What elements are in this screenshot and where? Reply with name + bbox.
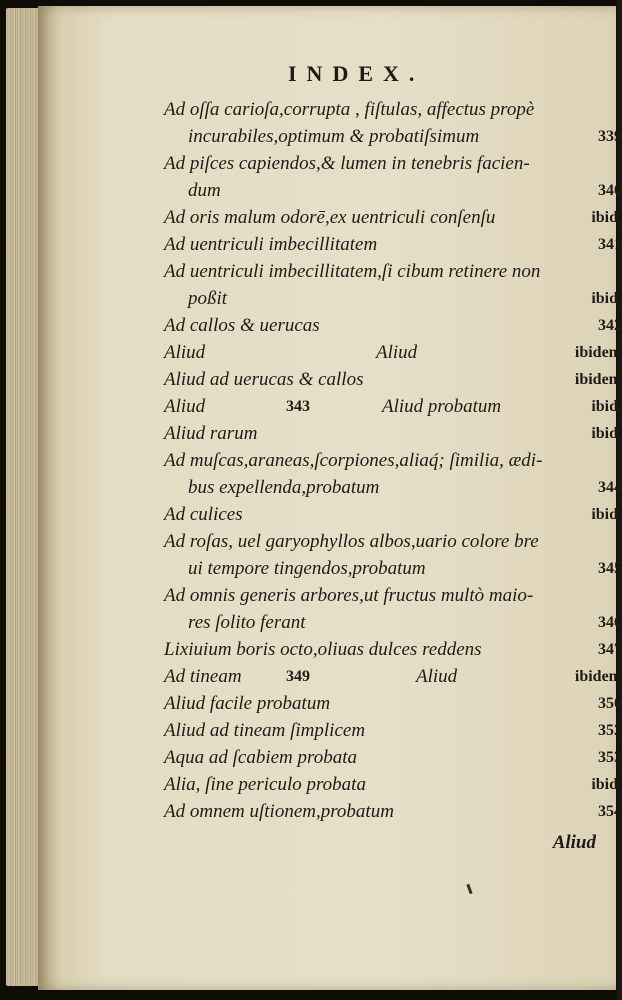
- index-entry: [164, 744, 622, 771]
- entry-text: Ad uentriculi imbecillitatem,ſi cibum retinere non: [164, 261, 541, 282]
- entry-text: dum: [188, 180, 221, 201]
- index-entry: [164, 663, 622, 690]
- entry-page-number: 346: [598, 614, 622, 631]
- entry-text: Ad oris malum odorē,ex uentriculi conſenſu: [164, 207, 496, 228]
- entry-text: Aliud ad tineam ſimplicem: [164, 720, 366, 741]
- entry-text: bus expellenda,probatum: [188, 477, 380, 498]
- entry-page-number: 354: [598, 803, 622, 820]
- entry-text: Ad uentriculi imbecillitatem: [164, 234, 378, 255]
- entry-page-number: 340: [598, 182, 622, 199]
- entry-page-number: 342: [598, 317, 622, 334]
- entry-page-number: 350: [598, 695, 622, 712]
- index-entry: [164, 798, 622, 825]
- index-entry: [164, 501, 622, 528]
- entry-inline-second: Aliud probatum: [382, 396, 502, 417]
- page-header: INDEX.: [288, 61, 425, 86]
- entry-page-number: 352: [598, 722, 622, 739]
- entry-text: Aliud: [164, 396, 206, 417]
- entry-text: Ad muſcas,araneas,ſcorpiones,aliaq́; ſimilia, ædi-: [164, 450, 543, 471]
- index-entry: [164, 771, 622, 798]
- index-entry: [164, 474, 622, 501]
- index-entry: [164, 555, 622, 582]
- entry-text: res ſolito ferant: [188, 612, 306, 633]
- entry-page-number: 339: [598, 128, 622, 145]
- entry-page-number: ibidem: [574, 668, 622, 685]
- entry-text: Ad omnem uſtionem,probatum: [164, 801, 394, 822]
- entry-text: Ad oſſa carioſa,corrupta , fiſtulas, affectus propè: [164, 99, 535, 120]
- entry-text: Ad callos & uerucas: [164, 315, 320, 336]
- entry-text: Aliud ad uerucas & callos: [164, 369, 364, 390]
- entry-page-number: ibid.: [591, 290, 622, 307]
- index-entry: [164, 420, 622, 447]
- index-entry: [164, 447, 622, 474]
- entry-text: Ad culices: [164, 504, 243, 525]
- index-entry: [164, 312, 622, 339]
- index-entry: [164, 96, 622, 123]
- entry-text: poßit: [188, 288, 228, 309]
- entry-inline: Aliud: [376, 342, 418, 363]
- entry-inline: 343: [286, 398, 310, 415]
- index-entry: [164, 123, 622, 150]
- index-entry: [164, 690, 622, 717]
- entry-page-number: ibid.: [591, 209, 622, 226]
- entry-page-number: 347: [598, 641, 622, 658]
- index-entry: [164, 636, 622, 663]
- entry-text: Ad roſas, uel garyophyllos albos,uario colore bre: [164, 531, 539, 552]
- index-entry: [164, 528, 622, 555]
- entry-text: Ad tineam: [164, 666, 242, 687]
- entry-page-number: ibid.: [591, 398, 622, 415]
- entry-inline: 349: [286, 668, 310, 685]
- index-entry: [164, 366, 622, 393]
- entry-page-number: ibid.: [591, 425, 622, 442]
- catchword: Aliud: [552, 832, 596, 853]
- entry-text: Aqua ad ſcabiem probata: [164, 747, 357, 768]
- index-entry: [164, 258, 622, 285]
- entry-page-number: ibid.: [591, 506, 622, 523]
- entry-text: ui tempore tingendos,probatum: [188, 558, 426, 579]
- entry-text: Aliud rarum: [164, 423, 258, 444]
- index-entry: [164, 177, 622, 204]
- entry-page-number: ibidem: [574, 344, 622, 361]
- index-entry: [164, 204, 622, 231]
- entry-text: Aliud: [164, 342, 206, 363]
- index-entries: [164, 96, 622, 825]
- entry-text: Lixiuium boris octo,oliuas dulces reddens: [164, 639, 482, 660]
- entry-text: Ad omnis generis arbores,ut fructus multò maio-: [164, 585, 534, 606]
- index-entry: [164, 393, 622, 420]
- entry-inline-second: Aliud: [416, 666, 458, 687]
- entry-text: Ad piſces capiendos,& lumen in tenebris facien-: [164, 153, 530, 174]
- entry-text: Aliud facile probatum: [164, 693, 331, 714]
- entry-page-number: 344: [598, 479, 622, 496]
- index-entry: [164, 717, 622, 744]
- ink-mark: [466, 884, 472, 894]
- entry-page-number: 353: [598, 749, 622, 766]
- entry-page-number: ibid.: [591, 776, 622, 793]
- entry-text: Alia, ſine periculo probata: [164, 774, 366, 795]
- entry-page-number: 345: [598, 560, 622, 577]
- index-entry: [164, 231, 622, 258]
- entry-page-number: ibidem: [574, 371, 622, 388]
- index-entry: [164, 609, 622, 636]
- book-page: [38, 6, 622, 990]
- index-entry: [164, 150, 622, 177]
- index-entry: [164, 285, 622, 312]
- entry-page-number: 341: [598, 236, 622, 253]
- entry-text: incurabiles,optimum & probatiſsimum: [188, 126, 480, 147]
- index-entry: [164, 582, 622, 609]
- index-entry: [164, 339, 622, 366]
